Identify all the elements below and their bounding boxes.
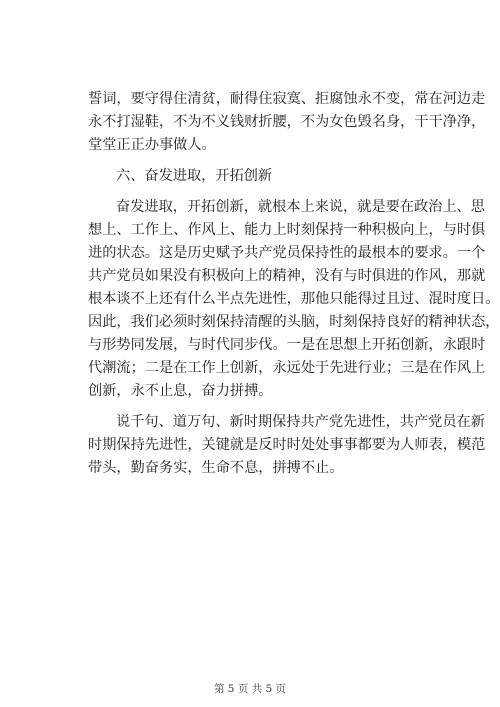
- text-line: 代潮流；二是在工作上创新，永远处于先进行业；三是在作风上: [88, 360, 486, 376]
- document-body: [88, 88, 500, 480]
- text-line: 说千句、道万句、新时期保持共产党先进性，共产党员在新: [116, 414, 485, 430]
- text-line: 想上、工作上、作风上、能力上时刻保持一种积极向上，与时俱: [88, 222, 486, 238]
- paragraph-innovation: [88, 196, 500, 403]
- text-line: 时期保持先进性，关键就是反时时处处事事都要为人师表，模范: [88, 437, 486, 453]
- page-footer: [0, 681, 500, 696]
- text-line: 根本谈不上还有什么半点先进性，那他只能得过且过、混时度日。: [88, 291, 500, 307]
- text-line: 因此，我们必须时刻保持清醒的头脑，时刻保持良好的精神状态，: [88, 314, 500, 330]
- paragraph-oath-continuation: [88, 88, 486, 157]
- section-heading: 六、奋发进取，开拓创新: [116, 168, 273, 184]
- paragraph-spacing: [88, 157, 440, 165]
- text-line: 堂堂正正办事做人。: [88, 137, 216, 153]
- text-line: 与形势同发展，与时代同步伐。一是在思想上开拓创新，永跟时: [88, 337, 486, 353]
- text-line: 进的状态。这是历史赋予共产党员保持性的最根本的要求。一个: [88, 245, 486, 261]
- text-line: 奋发进取，开拓创新，就根本上来说，就是要在政治上、思: [116, 199, 485, 215]
- text-line: 共产党员如果没有积极向上的精神，没有与时俱进的作风，那就: [88, 268, 486, 284]
- text-line: 创新，永不止息，奋力拼搏。: [88, 383, 273, 399]
- paragraph-spacing: [88, 188, 440, 196]
- text-line: 永不打湿鞋，不为不义钱财折腰，不为女色毁名身，干干净净，: [88, 114, 486, 130]
- paragraph-conclusion: [88, 411, 486, 480]
- paragraph-spacing: [88, 403, 440, 411]
- text-line: 誓词，要守得住清贫，耐得住寂寞、拒腐蚀永不变，常在河边走: [88, 91, 486, 107]
- page-number-label: 第 5 页 共 5 页: [213, 683, 287, 695]
- text-line: 带头，勤奋务实，生命不息，拼搏不止。: [88, 460, 344, 476]
